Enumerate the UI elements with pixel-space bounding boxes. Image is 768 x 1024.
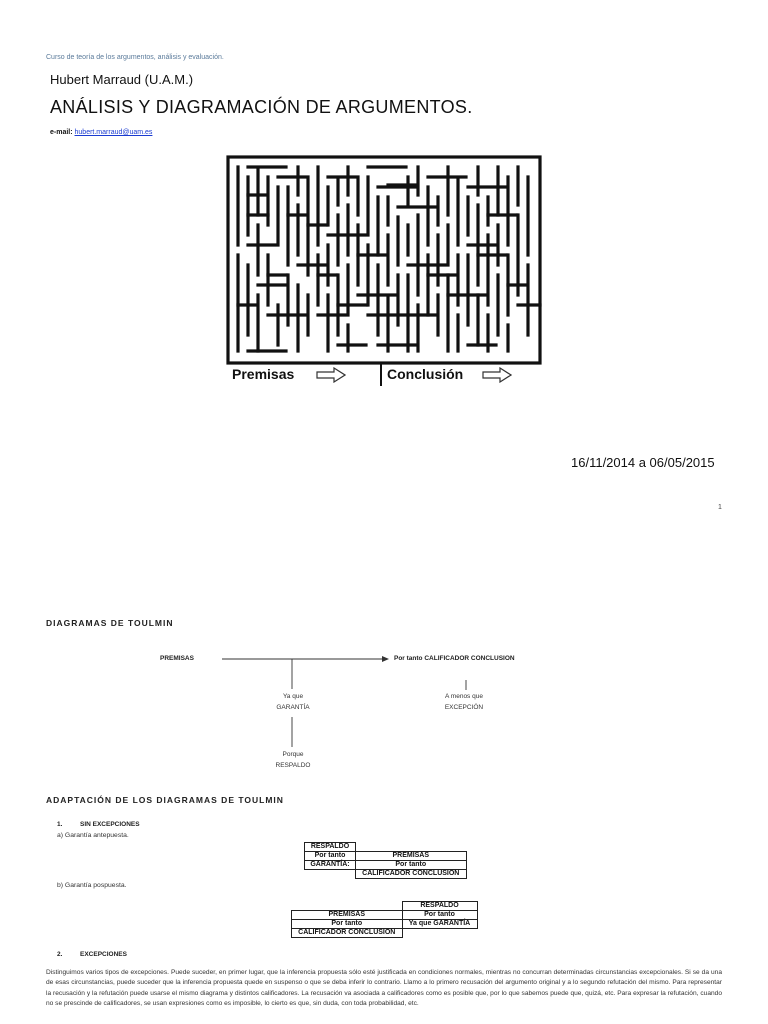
item2-number: 2.	[57, 951, 63, 958]
date-range: 16/11/2014 a 06/05/2015	[571, 455, 715, 470]
table-garantia-antepuesta	[304, 842, 467, 879]
cell-calificador: CALIFICADOR CONCLUSION	[292, 929, 403, 938]
cell-ya-que-garantia: Ya que GARANTÍA	[402, 920, 477, 929]
course-line: Curso de teoría de los argumentos, análisis y evaluación.	[46, 54, 224, 61]
toulmin-exception-line	[465, 680, 467, 690]
item1-number: 1.	[57, 821, 63, 828]
email-label: e-mail:	[50, 129, 73, 136]
item1-b: b) Garantía pospuesta.	[57, 882, 127, 889]
right-arrow-icon	[316, 367, 346, 383]
item1-a: a) Garantía antepuesta.	[57, 832, 129, 839]
cell-premisas: PREMISAS	[292, 911, 403, 920]
section-heading-adaptacion: ADAPTACIÓN DE LOS DIAGRAMAS DE TOULMIN	[46, 795, 284, 805]
toulmin-warrant-line	[291, 659, 293, 689]
item2-title: EXCEPCIONES	[80, 951, 127, 958]
toulmin-backing-2: RESPALDO	[275, 762, 311, 769]
toulmin-exception-1: A menos que	[445, 693, 483, 700]
email-link[interactable]: hubert.marraud@uam.es	[74, 129, 153, 136]
toulmin-warrant-1: Ya que	[282, 693, 304, 700]
toulmin-premisas: PREMISAS	[160, 655, 194, 662]
author-name: Hubert Marraud (U.A.M.)	[50, 72, 194, 87]
cell-respaldo: RESPALDO	[305, 843, 356, 852]
toulmin-backing-1: Porque	[282, 751, 304, 758]
excepciones-paragraph: Distinguimos varios tipos de excepciones. Puede suceder, en primer lugar, que la inferencia propuesta sólo esté justificada en condiciones normales, mientras no concurran determinadas circunstancias excepcionales. Si se da una de esas circunstancias, puede suceder que la inferencia propuesta quede en suspenso o que se deba inferir lo contrario. Llamo a lo primero recusación del argumento original y a lo segundo refutación del mismo. Para representar la recusación y la refutación puede usarse el mismo diagrama y distintos calificadores. La recusación va asociada a calificadores como es posible que, por lo que sabemos puede que, quizá, etc. Para expresar la refutación, cuando no se prescinde de calificadores, se usan expresiones como es imposible, lo cierto es que, sin duda, con toda probabilidad, etc.	[46, 969, 722, 1007]
right-arrow-icon	[482, 367, 512, 383]
cell-por-tanto: Por tanto	[305, 852, 356, 861]
cell-por-tanto: Por tanto	[356, 861, 467, 870]
toulmin-conclusion: Por tanto CALIFICADOR CONCLUSION	[394, 655, 515, 662]
email-line	[50, 129, 152, 136]
cell-respaldo: RESPALDO	[402, 902, 477, 911]
section-heading-toulmin: DIAGRAMAS DE TOULMIN	[46, 618, 174, 628]
cell-garantia: GARANTÍA:	[305, 861, 356, 870]
maze-premisas-label: Premisas	[232, 366, 295, 382]
toulmin-warrant-2: GARANTÍA	[276, 704, 310, 711]
cell-premisas: PREMISAS	[356, 852, 467, 861]
cell-por-tanto: Por tanto	[402, 911, 477, 920]
toulmin-exception-2: EXCEPCIÓN	[444, 704, 484, 711]
page-number: 1	[718, 504, 722, 511]
maze-exit-line	[379, 362, 383, 386]
table-garantia-pospuesta	[291, 901, 478, 938]
item1-title: SIN EXCEPCIONES	[80, 821, 140, 828]
toulmin-backing-line	[291, 717, 293, 747]
toulmin-arrow	[222, 654, 390, 664]
maze-conclusion-label: Conclusión	[387, 366, 464, 382]
maze-image	[226, 155, 542, 365]
cell-por-tanto: Por tanto	[292, 920, 403, 929]
page-title: ANÁLISIS Y DIAGRAMACIÓN DE ARGUMENTOS.	[50, 97, 473, 117]
cell-calificador: CALIFICADOR CONCLUSION	[356, 870, 467, 879]
